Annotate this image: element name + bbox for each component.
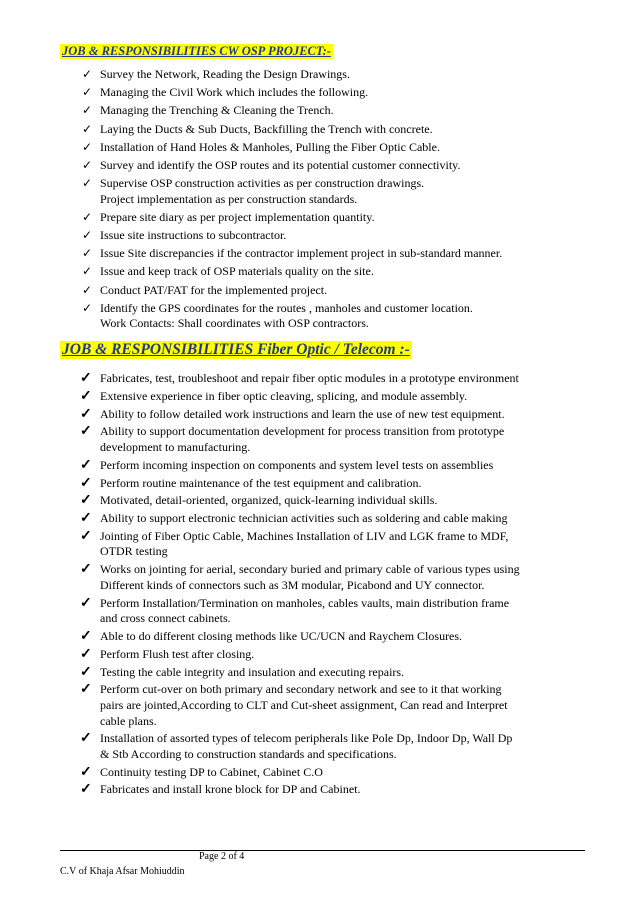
check-icon: ✓ [80,511,92,527]
check-icon: ✓ [80,646,92,662]
list-item [80,647,610,663]
check-icon: ✓ [80,388,92,404]
list-item-text: Jointing of Fiber Optic Cable, Machines Installation of LIV and LGK frame to MDF, [100,528,509,543]
list-item-text: OTDR testing [100,544,168,559]
check-icon: ✓ [80,475,92,491]
check-icon: ✓ [80,764,92,780]
check-icon: ✓ [82,157,93,172]
list-item-text: Perform Flush test after closing. [100,646,255,661]
list-item-text: Works on jointing for aerial, secondary buried and primary cable of various types using [100,562,520,577]
list-item [82,264,602,280]
list-item-text: Managing the Trenching & Cleaning the Trench. [100,103,334,118]
list-item [82,176,602,207]
section1-heading: JOB & RESPONSIBILITIES CW OSP PROJECT:- [62,44,331,58]
check-icon: ✓ [80,371,92,386]
check-icon: ✓ [82,139,93,154]
list-item-text: Perform Installation/Termination on manholes, cables vaults, main distribution frame [100,595,510,610]
list-item [80,389,610,405]
list-item [82,122,602,138]
list-item-text: Ability to support electronic technician activities such as soldering and cable making [100,511,508,526]
list-item [80,682,610,729]
list-item-text: development to manufacturing. [100,439,251,454]
list-item-text: Perform routine maintenance of the test equipment and calibration. [100,475,422,490]
list-item-text: Perform cut-over on both primary and secondary network and see to it that working [100,682,502,697]
check-icon: ✓ [80,424,92,440]
list-item-text: Continuity testing DP to Cabinet, Cabinet C.O [100,764,323,779]
list-item [80,476,610,492]
check-icon: ✓ [82,85,93,100]
list-item-text: Fabricates and install krone block for DP and Cabinet. [100,782,361,797]
list-item [82,283,602,299]
list-item-text: Prepare site diary as per project implementation quantity. [100,209,375,224]
list-item-text: Conduct PAT/FAT for the implemented project. [100,282,328,297]
section2-list [80,371,610,800]
list-item [80,424,610,455]
footer-author: C.V of Khaja Afsar Mohiuddin [60,866,185,877]
list-item [82,246,602,262]
list-item-text: & Stb According to construction standards and specifications. [100,746,397,761]
check-icon: ✓ [82,121,93,136]
check-icon: ✓ [80,493,92,509]
check-icon: ✓ [82,300,93,315]
check-icon: ✓ [80,457,92,473]
footer-divider [60,850,585,851]
list-item-text: Fabricates, test, troubleshoot and repair fiber optic modules in a prototype environment [100,371,519,385]
list-item-text: Perform incoming inspection on components and system level tests on assemblies [100,457,494,472]
list-item-text: Able to do different closing methods like UC/UCN and Raychem Closures. [100,628,463,643]
list-item-text: Extensive experience in fiber optic cleaving, splicing, and module assembly. [100,388,468,403]
list-item-text: Ability to follow detailed work instructions and learn the use of new test equipment. [100,406,505,421]
check-icon: ✓ [80,528,92,544]
list-item [80,731,610,762]
check-icon: ✓ [80,731,92,747]
list-item [80,562,610,593]
list-item-text: pairs are jointed,According to CLT and Cut-sheet assignment, Can read and Interpret [100,697,508,712]
list-item-text: Supervise OSP construction activities as per construction drawings. [100,176,425,191]
section1-list [82,67,602,335]
list-item-text: and cross connect cabinets. [100,611,231,626]
list-item-text: Identify the GPS coordinates for the routes , manholes and customer location. [100,300,473,315]
check-icon: ✓ [82,282,93,297]
list-item [80,596,610,627]
check-icon: ✓ [82,246,93,261]
check-icon: ✓ [80,595,92,611]
check-icon: ✓ [82,228,93,243]
list-item-text: Work Contacts: Shall coordinates with OSP contractors. [100,316,369,331]
check-icon: ✓ [80,628,92,644]
list-item [82,85,602,101]
list-item [80,765,610,781]
list-item [80,629,610,645]
list-item [80,458,610,474]
list-item-text: Different kinds of connectors such as 3M modular, Picabond and UY connector. [100,577,485,592]
list-item-text: Motivated, detail-oriented, organized, quick-learning individual skills. [100,493,438,508]
list-item-text: Ability to support documentation development for process transition from prototype [100,424,505,439]
check-icon: ✓ [80,682,92,698]
check-icon: ✓ [82,209,93,224]
check-icon: ✓ [80,562,92,578]
list-item [80,665,610,681]
check-icon: ✓ [82,103,93,118]
list-item-text: Testing the cable integrity and insulation and executing repairs. [100,664,405,679]
list-item-text: Installation of Hand Holes & Manholes, Pulling the Fiber Optic Cable. [100,139,440,154]
section2-heading: JOB & RESPONSIBILITIES Fiber Optic / Telecom :- [62,341,410,358]
list-item-text: Managing the Civil Work which includes the following. [100,85,369,100]
check-icon: ✓ [82,176,93,191]
list-item [80,407,610,423]
check-icon: ✓ [82,264,93,279]
list-item [82,140,602,156]
check-icon: ✓ [80,664,92,680]
check-icon: ✓ [80,406,92,422]
list-item [82,301,602,332]
list-item [82,67,602,83]
list-item-text: Survey and identify the OSP routes and its potential customer connectivity. [100,157,461,172]
check-icon: ✓ [82,67,93,81]
list-item-text: Project implementation as per construction standards. [100,191,358,206]
list-item-text: Issue site instructions to subcontractor. [100,228,287,243]
list-item-text: Issue and keep track of OSP materials quality on the site. [100,264,374,279]
list-item [82,158,602,174]
list-item [80,511,610,527]
page-number: Page 2 of 4 [199,851,245,862]
check-icon: ✓ [80,782,92,798]
list-item-text: Laying the Ducts & Sub Ducts, Backfilling the Trench with concrete. [100,121,433,136]
list-item-text: cable plans. [100,713,157,728]
list-item-text: Installation of assorted types of telecom peripherals like Pole Dp, Indoor Dp, Wall Dp [100,731,513,746]
list-item [82,103,602,119]
list-item-text: Issue Site discrepancies if the contractor implement project in sub-standard manner. [100,246,503,261]
list-item [80,493,610,509]
list-item [80,371,610,387]
list-item-text: Survey the Network, Reading the Design Drawings. [100,67,350,81]
list-item [80,782,610,798]
list-item [82,210,602,226]
list-item [82,228,602,244]
list-item [80,529,610,560]
